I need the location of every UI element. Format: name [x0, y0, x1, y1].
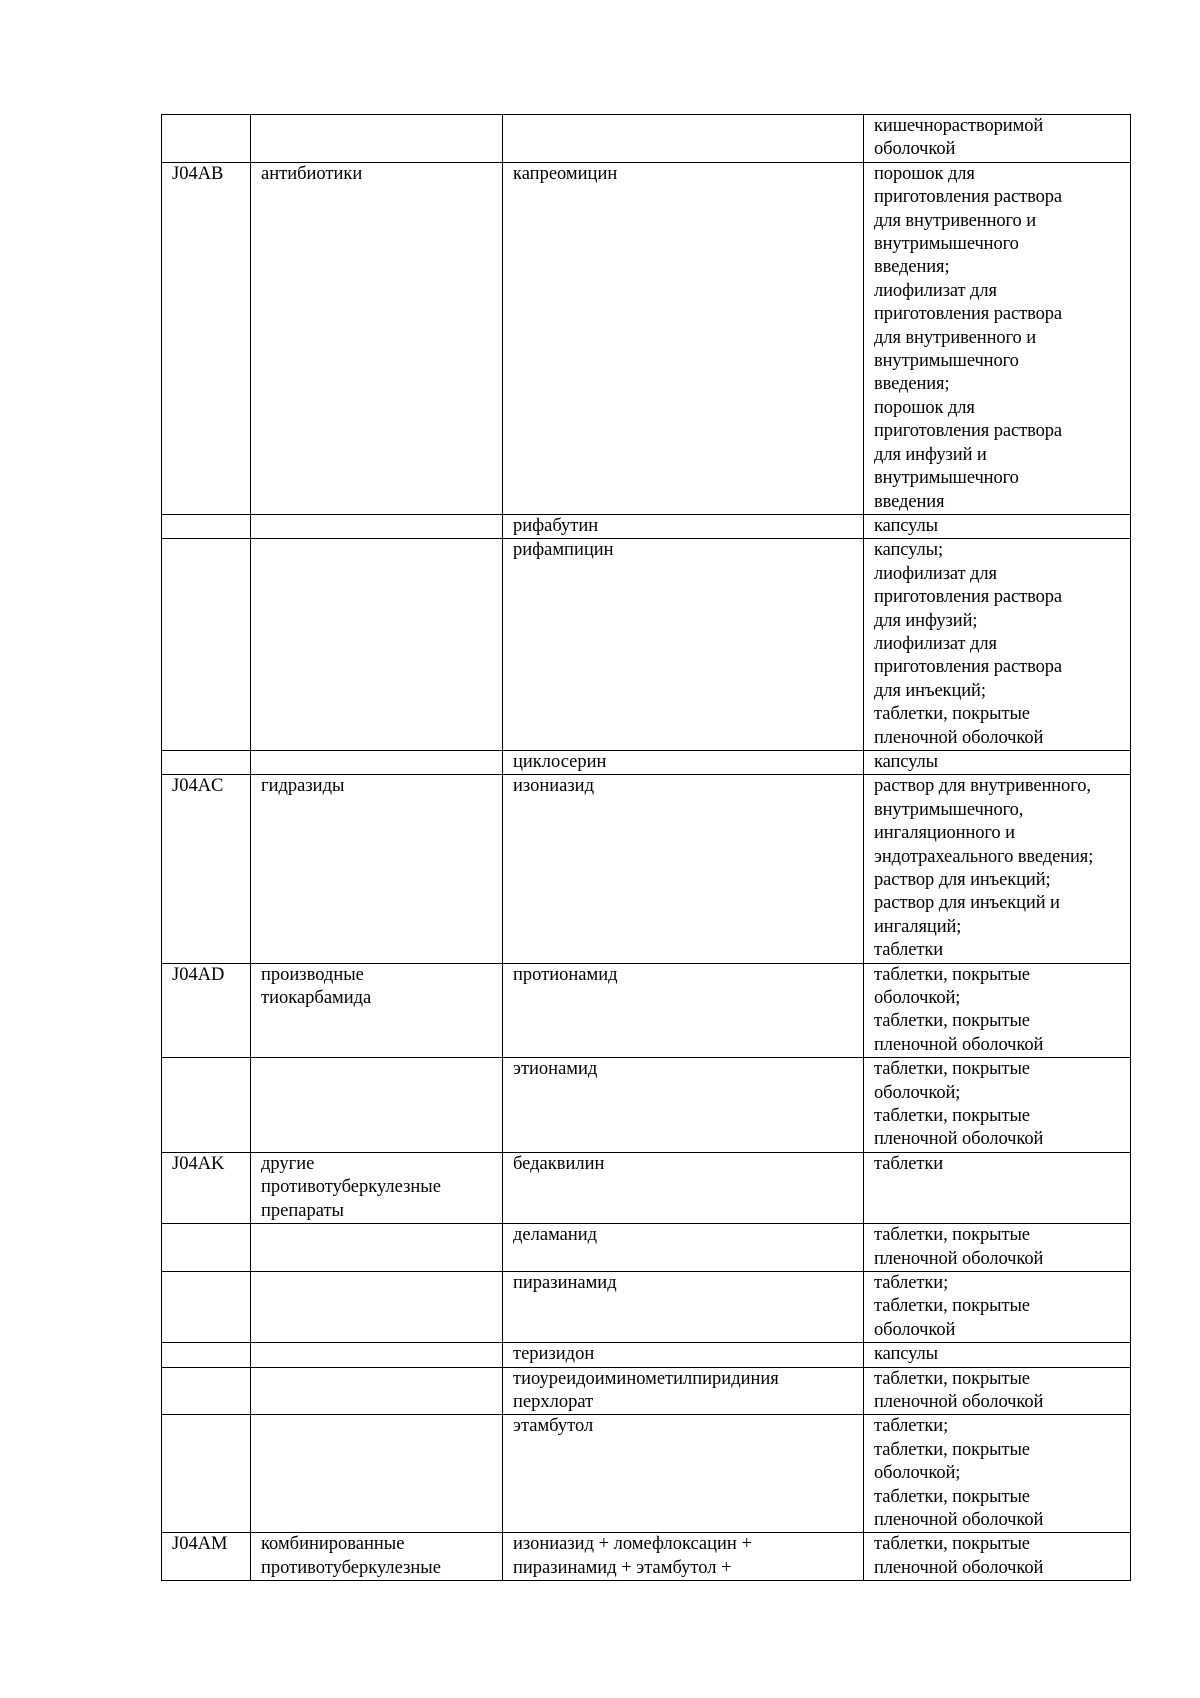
atc-code-cell: [162, 539, 251, 751]
table-row: [162, 1058, 1131, 1153]
table-body: [162, 115, 1131, 1581]
table-row: [162, 539, 1131, 751]
atc-code-cell: [162, 775, 251, 963]
group-name-cell: [251, 162, 503, 514]
atc-code-cell-text: J04AD: [172, 964, 225, 985]
atc-code-cell-text: J04AB: [172, 163, 224, 184]
table-row: [162, 775, 1131, 963]
substance-cell: [503, 750, 864, 774]
substance-cell-text: изониазид + ломефлоксацин + пиразинамид + этамбутол +: [513, 1534, 752, 1578]
group-name-cell-text: антибиотики: [261, 163, 363, 184]
dosage-forms-cell-text: таблетки; таблетки, покрытые оболочкой; таблетки, покрытые пленочной оболочкой: [874, 1416, 1044, 1530]
substance-cell-text: протионамид: [513, 964, 618, 985]
group-name-cell: [251, 115, 503, 163]
dosage-forms-cell-text: раствор для внутривенного, внутримышечного, ингаляционного и эндотрахеального введения; раствор для инъекций; раствор для инъекций и ингаляций; таблетки: [874, 776, 1094, 961]
atc-code-cell: [162, 1415, 251, 1533]
substance-cell-text: этамбутол: [513, 1416, 594, 1437]
atc-code-cell: [162, 963, 251, 1058]
atc-code-cell: [162, 1152, 251, 1223]
atc-code-cell: [162, 1343, 251, 1367]
dosage-forms-cell-text: капсулы: [874, 751, 938, 772]
dosage-forms-cell-text: таблетки, покрытые пленочной оболочкой: [874, 1534, 1044, 1578]
substance-cell: [503, 1533, 864, 1581]
group-name-cell: [251, 1271, 503, 1342]
group-name-cell: [251, 1343, 503, 1367]
substance-cell: [503, 539, 864, 751]
substance-cell-text: капреомицин: [513, 163, 618, 184]
substance-cell: [503, 115, 864, 163]
dosage-forms-cell: [864, 1343, 1131, 1367]
group-name-cell: [251, 1367, 503, 1415]
group-name-cell: [251, 1224, 503, 1272]
dosage-forms-cell: [864, 1058, 1131, 1153]
substance-cell-text: рифабутин: [513, 515, 599, 536]
dosage-forms-cell-text: капсулы: [874, 1344, 938, 1365]
substance-cell: [503, 1152, 864, 1223]
group-name-cell-text: другие противотуберкулезные препараты: [261, 1153, 441, 1221]
group-name-cell: [251, 514, 503, 538]
substance-cell: [503, 963, 864, 1058]
substance-cell-text: пиразинамид: [513, 1272, 617, 1293]
substance-cell: [503, 1224, 864, 1272]
substance-cell-text: бедаквилин: [513, 1153, 605, 1174]
group-name-cell: [251, 1152, 503, 1223]
substance-cell-text: тиоуреидоиминометилпиридиния перхлорат: [513, 1368, 779, 1412]
table-row: [162, 514, 1131, 538]
atc-code-cell: [162, 1367, 251, 1415]
substance-cell-text: рифампицин: [513, 540, 614, 561]
dosage-forms-cell: [864, 115, 1131, 163]
group-name-cell: [251, 775, 503, 963]
dosage-forms-cell-text: капсулы; лиофилизат для приготовления раствора для инфузий; лиофилизат для приготовления раствора для инъекций; таблетки, покрытые пленочной оболочкой: [874, 540, 1063, 748]
group-name-cell-text: комбинированные противотуберкулезные: [261, 1534, 441, 1578]
group-name-cell: [251, 1415, 503, 1533]
table-row: [162, 115, 1131, 163]
table-row: [162, 1271, 1131, 1342]
table-row: [162, 162, 1131, 514]
atc-code-cell-text: J04AK: [172, 1153, 225, 1174]
table-row: [162, 1152, 1131, 1223]
group-name-cell: [251, 963, 503, 1058]
substance-cell: [503, 1058, 864, 1153]
dosage-forms-cell-text: таблетки; таблетки, покрытые оболочкой: [874, 1272, 1030, 1340]
table-row: [162, 1415, 1131, 1533]
substance-cell: [503, 1271, 864, 1342]
substance-cell-text: изониазид: [513, 776, 594, 797]
group-name-cell: [251, 1533, 503, 1581]
dosage-forms-cell: [864, 162, 1131, 514]
dosage-forms-cell: [864, 750, 1131, 774]
substance-cell-text: теризидон: [513, 1344, 595, 1365]
dosage-forms-cell: [864, 514, 1131, 538]
table-row: [162, 750, 1131, 774]
substance-cell: [503, 1343, 864, 1367]
dosage-forms-cell-text: таблетки, покрытые пленочной оболочкой: [874, 1368, 1044, 1412]
atc-code-cell: [162, 1224, 251, 1272]
dosage-forms-cell-text: кишечнорастворимой оболочкой: [874, 116, 1044, 160]
dosage-forms-cell: [864, 1271, 1131, 1342]
atc-code-cell: [162, 1271, 251, 1342]
group-name-cell-text: производные тиокарбамида: [261, 964, 372, 1009]
substance-cell: [503, 162, 864, 514]
substance-cell-text: циклосерин: [513, 751, 607, 772]
dosage-forms-cell-text: капсулы: [874, 515, 938, 536]
substance-cell: [503, 775, 864, 963]
atc-code-cell: [162, 750, 251, 774]
dosage-forms-cell-text: таблетки, покрытые пленочной оболочкой: [874, 1225, 1044, 1269]
substance-cell-text: деламанид: [513, 1225, 598, 1246]
dosage-forms-cell: [864, 963, 1131, 1058]
table-row: [162, 1367, 1131, 1415]
atc-code-cell: [162, 115, 251, 163]
dosage-forms-cell-text: таблетки: [874, 1153, 944, 1174]
group-name-cell: [251, 750, 503, 774]
substance-cell: [503, 1415, 864, 1533]
dosage-forms-cell: [864, 539, 1131, 751]
table-row: [162, 1533, 1131, 1581]
atc-code-cell: [162, 162, 251, 514]
atc-code-cell: [162, 1533, 251, 1581]
group-name-cell: [251, 1058, 503, 1153]
drug-list-table: [161, 114, 1131, 1581]
atc-code-cell-text: J04AM: [172, 1534, 228, 1555]
table-row: [162, 963, 1131, 1058]
group-name-cell: [251, 539, 503, 751]
dosage-forms-cell: [864, 1533, 1131, 1581]
dosage-forms-cell-text: таблетки, покрытые оболочкой; таблетки, покрытые пленочной оболочкой: [874, 964, 1044, 1055]
substance-cell-text: этионамид: [513, 1059, 598, 1080]
dosage-forms-cell: [864, 775, 1131, 963]
group-name-cell-text: гидразиды: [261, 776, 345, 797]
dosage-forms-cell: [864, 1224, 1131, 1272]
dosage-forms-cell: [864, 1367, 1131, 1415]
table-row: [162, 1343, 1131, 1367]
atc-code-cell-text: J04AC: [172, 776, 224, 797]
table-row: [162, 1224, 1131, 1272]
substance-cell: [503, 1367, 864, 1415]
dosage-forms-cell-text: таблетки, покрытые оболочкой; таблетки, покрытые пленочной оболочкой: [874, 1059, 1044, 1150]
dosage-forms-cell-text: порошок для приготовления раствора для внутривенного и внутримышечного введения; лиофилизат для приготовления раствора для внутривенного и внутримышечного введения; порошок для приготовления раствора для инфузий и внутримышечного введения: [874, 163, 1063, 512]
dosage-forms-cell: [864, 1152, 1131, 1223]
atc-code-cell: [162, 1058, 251, 1153]
dosage-forms-cell: [864, 1415, 1131, 1533]
substance-cell: [503, 514, 864, 538]
atc-code-cell: [162, 514, 251, 538]
